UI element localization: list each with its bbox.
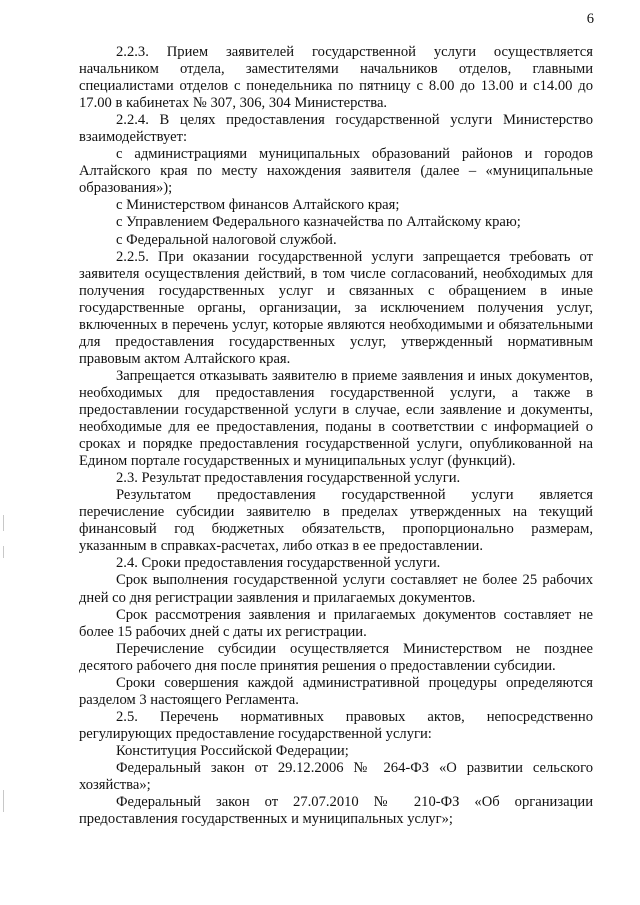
- scan-margin-mark: [3, 515, 4, 531]
- list-item-tax-service: с Федеральной налоговой службой.: [116, 231, 337, 248]
- paragraph-subsidy-transfer: Перечисление субсидии осуществляется Министерством не позднее десятого рабочего дня после принятия решения о предоставлении субсидии.: [79, 640, 593, 674]
- list-item-ministry-finance: с Министерством финансов Алтайского края;: [116, 197, 400, 214]
- list-item-law-264: Федеральный закон от 29.12.2006 № 264-ФЗ «О развитии сельского хозяйства»;: [79, 759, 593, 794]
- paragraph-refusal-prohibition: Запрещается отказывать заявителю в приеме заявления и иных документов, необходимых для предоставления государственной услуги, а также в предоставлении государственной услуги в случае, если заявление и документы, необходимые для ее предоставления, поданы в соответствии с информацией о сроках и порядке предоставления государственной услуги, опубликованной на Едином портале государственных и муниципальных услуг (функций).: [79, 367, 593, 470]
- scan-margin-mark: [3, 546, 4, 558]
- paragraph-2-2-5: 2.2.5. При оказании государственной услуги запрещается требовать от заявителя осуществления действий, в том числе согласований, необходимых для получения государственных услуг и связанных с обращением в иные государственные органы, организации, за исключением получения услуг, включенных в перечень услуг, которые являются необходимыми и обязательными для предоставления государственных услуг, утвержденный нормативным правовым актом Алтайского края.: [79, 248, 593, 367]
- paragraph-term-review: Срок рассмотрения заявления и прилагаемых документов составляет не более 15 рабочих дней с даты их регистрации.: [79, 606, 593, 640]
- document-body: [79, 44, 593, 828]
- list-item-constitution: Конституция Российской Федерации;: [116, 742, 349, 759]
- list-item-treasury: с Управлением Федерального казначейства по Алтайскому краю;: [116, 214, 521, 231]
- section-2-5-heading: 2.5. Перечень нормативных правовых актов, непосредственно регулирующих предоставление государственной услуги:: [79, 708, 593, 742]
- paragraph-2-2-3: 2.2.3. Прием заявителей государственной услуги осуществляется начальником отдела, заместителями начальников отделов, главными специалистами отделов с понедельника по пятницу с 8.00 до 13.00 и с14.00 до 17.00 в кабинетах № 307, 306, 304 Министерства.: [79, 44, 593, 112]
- section-2-4-heading: 2.4. Сроки предоставления государственной услуги.: [116, 555, 441, 572]
- paragraph-procedure-terms: Сроки совершения каждой административной процедуры определяются разделом 3 настоящего Регламента.: [79, 674, 593, 708]
- list-item-municipalities: с администрациями муниципальных образований районов и городов Алтайского края по месту нахождения заявителя (далее – «муниципальные образования»);: [79, 146, 593, 197]
- list-item-law-210: Федеральный закон от 27.07.2010 № 210-ФЗ «Об организации предоставления государственных и муниципальных услуг»;: [79, 794, 593, 828]
- scan-margin-mark: [3, 790, 4, 812]
- paragraph-2-2-4: 2.2.4. В целях предоставления государственной услуги Министерство взаимодействует:: [79, 112, 593, 146]
- section-2-3-heading: 2.3. Результат предоставления государственной услуги.: [116, 470, 461, 487]
- paragraph-result: Результатом предоставления государственной услуги является перечисление субсидии заявителю в пределах утвержденных на текущий финансовый год бюджетных обязательств, пропорционально размерам, указанным в справках-расчетах, либо отказ в ее предоставлении.: [79, 487, 593, 555]
- paragraph-term-service: Срок выполнения государственной услуги составляет не более 25 рабочих дней со дня регистрации заявления и прилагаемых документов.: [79, 572, 593, 606]
- page-number: 6: [586, 11, 594, 27]
